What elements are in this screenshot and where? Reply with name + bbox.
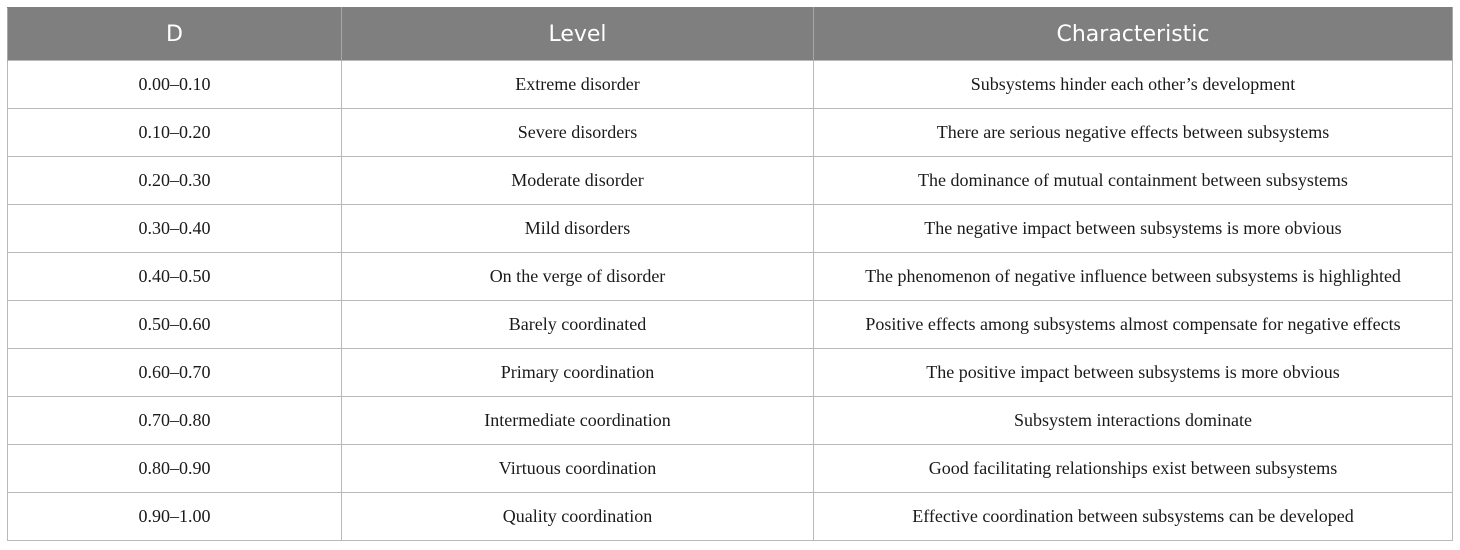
cell-d-range: 0.10–0.20 [8,109,342,157]
cell-level: Severe disorders [342,109,814,157]
cell-d-range: 0.60–0.70 [8,349,342,397]
coordination-level-table [7,7,1453,541]
table-row [8,493,1453,541]
header-cell-d: D [8,8,342,61]
coordination-level-table-container [7,7,1452,541]
cell-level: Intermediate coordination [342,397,814,445]
cell-d-range: 0.70–0.80 [8,397,342,445]
cell-characteristic: Positive effects among subsystems almost compensate for negative effects [814,301,1453,349]
table-row [8,397,1453,445]
cell-characteristic: Effective coordination between subsystems can be developed [814,493,1453,541]
cell-d-range: 0.80–0.90 [8,445,342,493]
table-row [8,205,1453,253]
cell-level: Quality coordination [342,493,814,541]
cell-characteristic: There are serious negative effects between subsystems [814,109,1453,157]
cell-level: On the verge of disorder [342,253,814,301]
table-row [8,157,1453,205]
cell-characteristic: The dominance of mutual containment between subsystems [814,157,1453,205]
header-cell-characteristic: Characteristic [814,8,1453,61]
cell-characteristic: Good facilitating relationships exist between subsystems [814,445,1453,493]
cell-d-range: 0.20–0.30 [8,157,342,205]
table-row [8,253,1453,301]
cell-d-range: 0.30–0.40 [8,205,342,253]
cell-level: Extreme disorder [342,61,814,109]
cell-d-range: 0.90–1.00 [8,493,342,541]
cell-d-range: 0.00–0.10 [8,61,342,109]
table-body [8,61,1453,541]
cell-level: Barely coordinated [342,301,814,349]
table-row [8,349,1453,397]
header-row [8,8,1453,61]
cell-level: Primary coordination [342,349,814,397]
cell-characteristic: The negative impact between subsystems is more obvious [814,205,1453,253]
cell-characteristic: The phenomenon of negative influence between subsystems is highlighted [814,253,1453,301]
table-header [8,8,1453,61]
cell-d-range: 0.50–0.60 [8,301,342,349]
cell-d-range: 0.40–0.50 [8,253,342,301]
cell-characteristic: The positive impact between subsystems is more obvious [814,349,1453,397]
header-cell-level: Level [342,8,814,61]
table-row [8,61,1453,109]
cell-characteristic: Subsystems hinder each other’s development [814,61,1453,109]
cell-level: Mild disorders [342,205,814,253]
table-row [8,301,1453,349]
cell-characteristic: Subsystem interactions dominate [814,397,1453,445]
cell-level: Moderate disorder [342,157,814,205]
table-row [8,445,1453,493]
table-row [8,109,1453,157]
cell-level: Virtuous coordination [342,445,814,493]
